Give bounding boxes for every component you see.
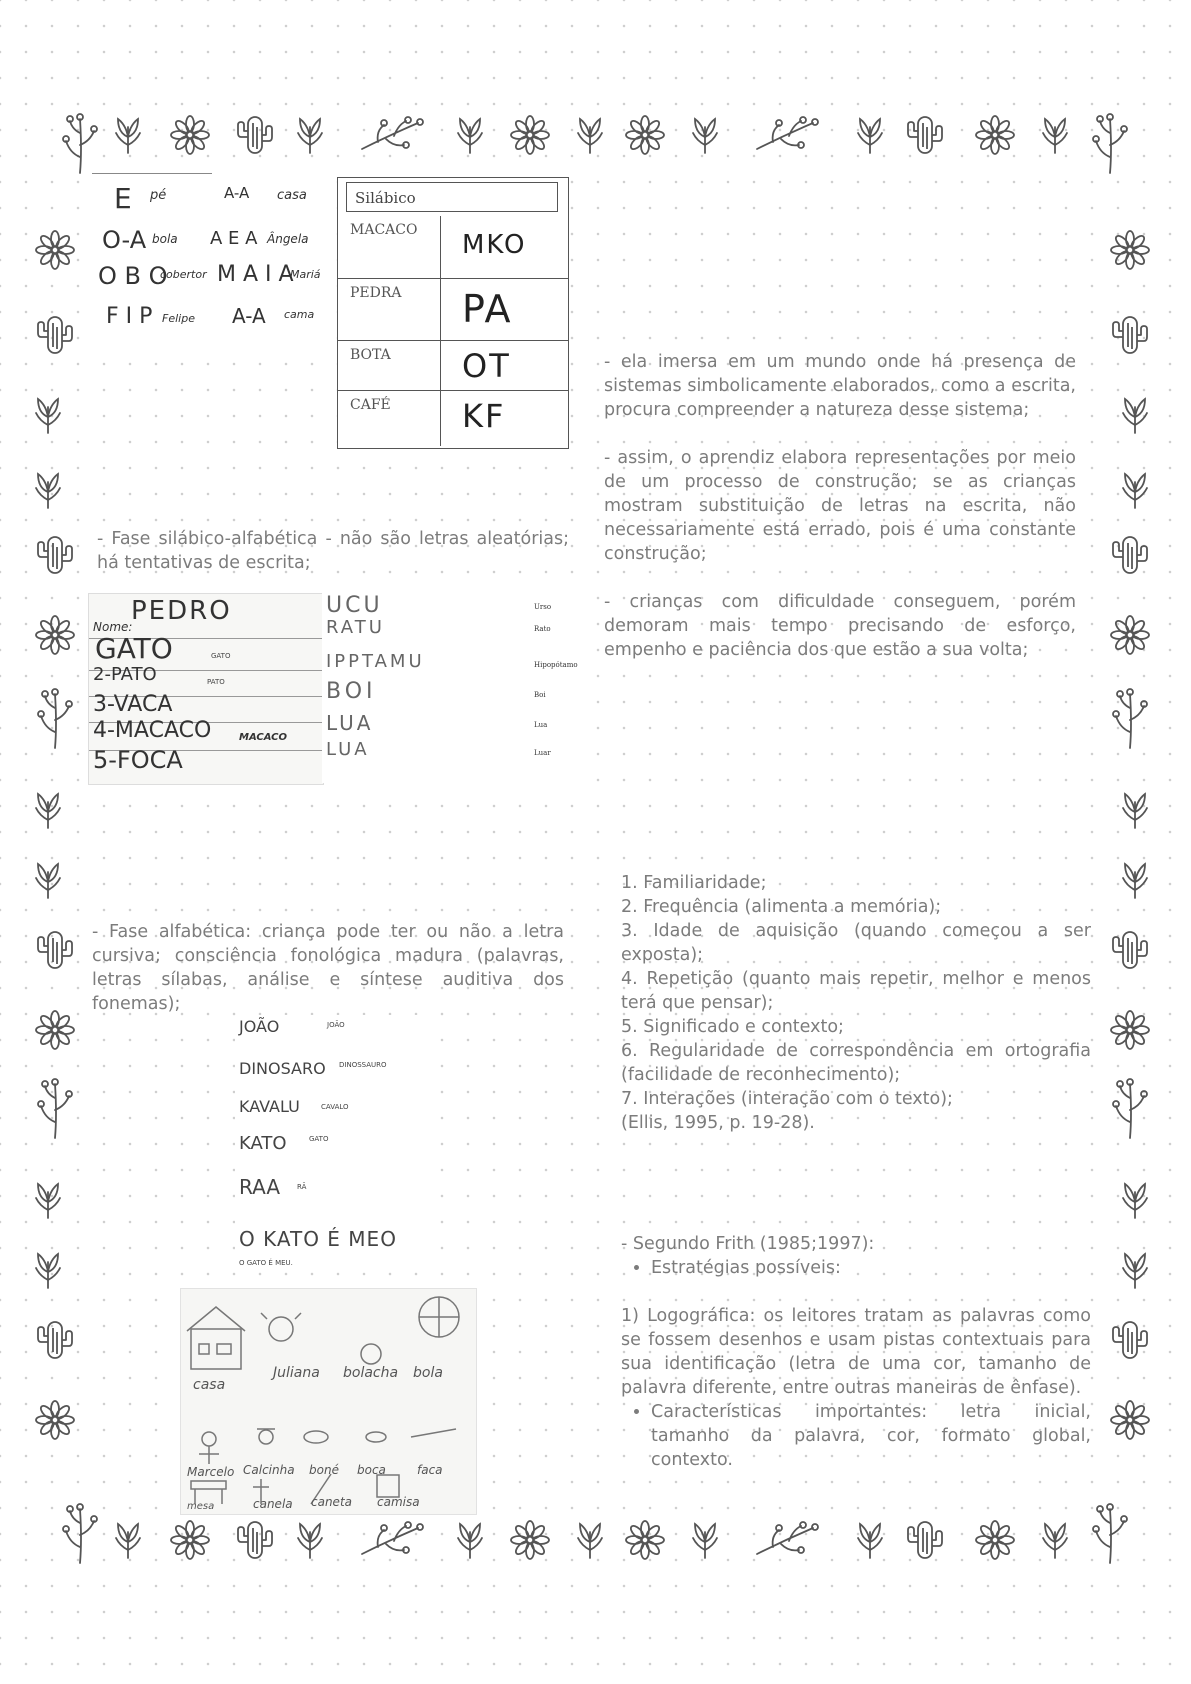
vowel-word: pé bbox=[150, 188, 167, 203]
vowel-written: O B O bbox=[98, 262, 168, 290]
sample-sentence-label: O GATO É MEU. bbox=[239, 1259, 293, 1267]
sample-label: Lua bbox=[534, 721, 548, 729]
vowel-writing-sample bbox=[92, 170, 332, 345]
sample-written: IPPTAMU bbox=[326, 651, 425, 672]
factor-item: 1. Familiaridade; bbox=[621, 873, 767, 893]
vowel-word: bola bbox=[152, 232, 178, 246]
vowel-written: E bbox=[114, 182, 132, 215]
sample-label: JOÃO bbox=[327, 1021, 345, 1029]
border-right-column bbox=[1111, 231, 1149, 1439]
logographic-text: 1) Logográfica: os leitores tratam as palavras como se fossem desenhos e usam pistas contextuais para sua identificação (letra de uma cor, tamanho de palavra diferente, entre outras maneiras de ênfase). bbox=[621, 1306, 1091, 1398]
syllabic-table-row bbox=[338, 390, 568, 447]
sample-written: LUA bbox=[326, 711, 374, 735]
syllabic-word: BOTA bbox=[350, 347, 391, 363]
sample-sentence: O KATO É MEO bbox=[239, 1227, 397, 1251]
sample-written: KATO bbox=[239, 1133, 287, 1154]
border-top-row bbox=[63, 114, 1127, 173]
sample-written: RAA bbox=[239, 1175, 281, 1199]
drawing-word: mesa bbox=[187, 1501, 215, 1512]
vowel-written: A-A bbox=[232, 304, 266, 328]
drawing-writing-sample bbox=[180, 1288, 477, 1515]
factor-item: 7. Interações (interação com o texto); bbox=[621, 1089, 953, 1109]
frith-characteristics-list bbox=[621, 1400, 1091, 1472]
child-name: PEDRO bbox=[131, 596, 232, 626]
sample-written: KAVALU bbox=[239, 1097, 300, 1116]
factor-item: 5. Significado e contexto; bbox=[621, 1017, 844, 1037]
sample-written: UCU bbox=[326, 593, 383, 618]
vowel-word: casa bbox=[277, 188, 307, 203]
drawing-word: casa bbox=[193, 1377, 226, 1393]
syllabic-word: PEDRA bbox=[350, 285, 402, 301]
vowel-word: Felipe bbox=[162, 312, 195, 325]
drawing-word: caneta bbox=[311, 1495, 352, 1509]
sample-written: DINOSARO bbox=[239, 1059, 326, 1078]
sample-label: Rato bbox=[534, 625, 551, 633]
drawing-word: canela bbox=[253, 1497, 293, 1511]
syllabic-written: MKO bbox=[462, 230, 527, 260]
sample-written: BOI bbox=[326, 679, 377, 704]
syllabic-alphabetic-text: - Fase silábico-alfabética - não são letras aleatórias; há tentativas de escrita; bbox=[97, 529, 569, 573]
sample-label: Urso bbox=[534, 603, 552, 611]
sample-label: Hipopótamo bbox=[534, 661, 578, 669]
right-top-notes bbox=[604, 350, 1076, 662]
sample-label: DINOSSAURO bbox=[339, 1061, 387, 1069]
vowel-word: cama bbox=[284, 308, 315, 321]
sample-label: GATO bbox=[211, 652, 231, 660]
factor-item: 6. Regularidade de correspondência em ortografia (facilidade de reconhecimento); bbox=[621, 1041, 1091, 1085]
sample-written: 4-MACACO bbox=[93, 718, 212, 743]
alphabetic-phase-text: - Fase alfabética: criança pode ter ou não a letra cursiva; consciência fonológica madura (palavras, letras sílabas, análise e síntese auditiva dos fonemas); bbox=[92, 922, 564, 1014]
syllabic-table-row bbox=[338, 216, 568, 278]
note-paragraph: - assim, o aprendiz elabora representações por meio de um processo de construção; se as crianças mostram substituição de letras na escrita, não necessariamente está errado, pois é uma constante construção; bbox=[604, 448, 1076, 564]
note-paragraph: - crianças com dificuldade conseguem, porém demoram mais tempo precisando de esforço, empenho e paciência dos que estão a sua volta; bbox=[604, 592, 1076, 660]
vowel-written: A-A bbox=[224, 184, 250, 202]
sample-label: CAVALO bbox=[321, 1103, 349, 1111]
frith-strategies-list bbox=[621, 1256, 1091, 1280]
frith-section bbox=[621, 1232, 1091, 1472]
syllabic-table-row bbox=[338, 278, 568, 341]
drawing-word: bola bbox=[413, 1365, 443, 1381]
sample-written: JOÃO bbox=[239, 1017, 280, 1036]
sample-written: 3-VACA bbox=[93, 692, 173, 717]
sample-label: MACACO bbox=[239, 732, 287, 743]
sample-rule-line bbox=[92, 173, 212, 174]
sample-label: RÃ bbox=[297, 1183, 307, 1191]
name-writing-sample bbox=[88, 593, 324, 785]
syllabic-written: OT bbox=[462, 347, 511, 385]
frith-heading: - Segundo Frith (1985;1997): bbox=[621, 1234, 875, 1254]
sample-label: GATO bbox=[309, 1135, 329, 1143]
vowel-written: A E A bbox=[210, 228, 258, 249]
drawing-word: Juliana bbox=[273, 1365, 320, 1381]
sample-written: GATO bbox=[95, 632, 173, 665]
sample-written: RATU bbox=[326, 617, 385, 638]
name-label: Nome: bbox=[93, 620, 133, 634]
factor-item: 2. Frequência (alimenta a memória); bbox=[621, 897, 942, 917]
syllabic-word: CAFÉ bbox=[350, 397, 391, 413]
child-drawings bbox=[181, 1289, 476, 1514]
sample-written: 2-PATO bbox=[93, 664, 157, 685]
frith-bullet: • Características importantes: letra inicial, tamanho da palavra, cor, formato global, contexto. bbox=[651, 1400, 1091, 1472]
vowel-word: Mariá bbox=[290, 268, 321, 281]
vowel-word: Ângela bbox=[267, 232, 309, 246]
vowel-written: M A I A bbox=[217, 262, 294, 287]
factor-item: 3. Idade de aquisição (quando começou a ser exposta); bbox=[621, 921, 1091, 965]
frith-bullet: • Estratégias possíveis: bbox=[651, 1256, 1091, 1280]
factor-item: 4. Repetição (quanto mais repetir, melhor e menos terá que pensar); bbox=[621, 969, 1091, 1013]
sample-label: PATO bbox=[207, 678, 225, 686]
factors-list bbox=[621, 871, 1091, 1135]
vowel-word: cobertor bbox=[160, 268, 207, 281]
drawing-word: boné bbox=[309, 1463, 339, 1477]
drawing-word: bolacha bbox=[343, 1365, 399, 1381]
sample-label: Luar bbox=[534, 749, 551, 757]
syllabic-word: MACACO bbox=[350, 222, 418, 238]
sample-written: 5-FOCA bbox=[93, 746, 183, 774]
factor-item: (Ellis, 1995, p. 19-28). bbox=[621, 1113, 815, 1133]
drawing-word: camisa bbox=[377, 1495, 420, 1509]
drawing-word: boca bbox=[357, 1463, 386, 1477]
vowel-written: O-A bbox=[102, 226, 147, 254]
drawing-word: faca bbox=[417, 1463, 443, 1477]
syllabic-table-row bbox=[338, 340, 568, 391]
vowel-written: F I P bbox=[106, 304, 153, 329]
note-paragraph: - ela imersa em um mundo onde há presença de sistemas simbolicamente elaborados, como a escrita, procura compreender a natureza desse sistema; bbox=[604, 352, 1076, 420]
word-list-sample bbox=[322, 593, 577, 783]
drawing-word: Marcelo bbox=[187, 1465, 235, 1479]
sample-written: LUA bbox=[326, 739, 370, 760]
border-left-column bbox=[36, 231, 74, 1439]
syllabic-written: KF bbox=[462, 397, 506, 435]
drawing-word: Calcinha bbox=[243, 1463, 295, 1477]
alphabetic-writing-sample bbox=[235, 1015, 435, 1270]
sample-label: Boi bbox=[534, 691, 546, 699]
syllabic-written: PA bbox=[462, 287, 513, 331]
syllabic-table-header: Silábico bbox=[346, 182, 558, 212]
syllabic-table bbox=[337, 177, 569, 449]
